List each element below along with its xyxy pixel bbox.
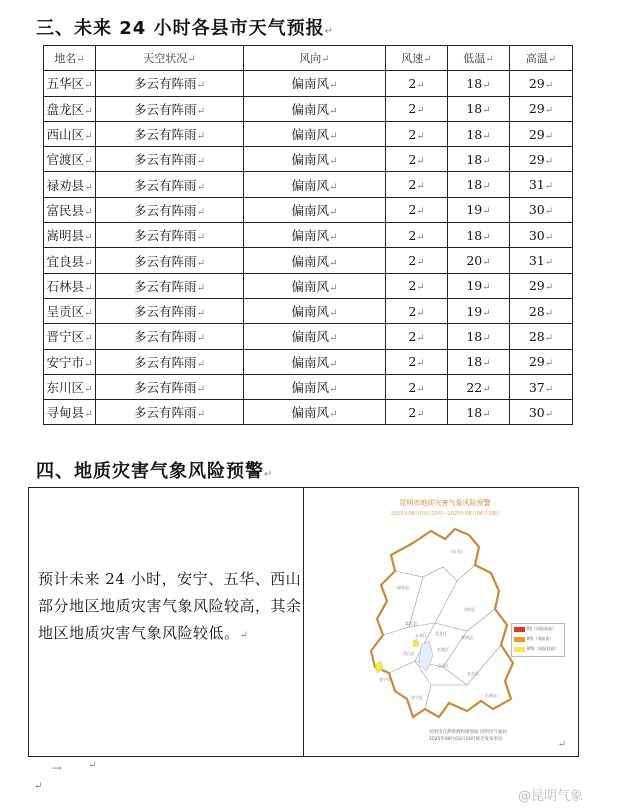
cell-wind-direction: 偏南风↵ [244, 349, 386, 374]
warning-text: 预计未来 24 小时，安宁、五华、西山部分地区地质灾害气象风险较高，其余地区地质灾害气象风险较低。↵ [38, 570, 302, 642]
cell-place: 禄劝县↵ [44, 172, 96, 197]
map-subtitle: 2025年08月03日20时—2025年08月04日20时 [390, 511, 500, 517]
cell-sky: 多云有阵雨↵ [96, 248, 244, 273]
table-row [44, 121, 573, 146]
cell-low-temp: 19↵ [448, 197, 510, 222]
cell-end-mark: ↵ [557, 739, 566, 750]
cell-high-temp: 30↵ [510, 400, 573, 425]
cell-wind-direction: 偏南风↵ [244, 400, 386, 425]
legend-swatch-orange [514, 637, 525, 642]
cell-wind-speed: 2↵ [386, 96, 448, 121]
paragraph-mark: ↵ [34, 781, 43, 792]
cell-low-temp: 18↵ [448, 349, 510, 374]
cell-place: 五华区↵ [44, 71, 96, 96]
cell-wind-direction: 偏南风↵ [244, 273, 386, 298]
header-wind-speed: 风速↵ [386, 46, 448, 71]
cell-high-temp: 29↵ [510, 121, 573, 146]
cell-sky: 多云有阵雨↵ [96, 96, 244, 121]
cell-place: 官渡区↵ [44, 147, 96, 172]
cell-place: 宜良县↵ [44, 248, 96, 273]
tab-arrow-icon: → [52, 761, 63, 775]
cell-sky: 多云有阵雨↵ [96, 197, 244, 222]
map-label: 五华区 [415, 633, 427, 638]
map-label: 官渡区 [437, 647, 449, 652]
cell-wind-speed: 2↵ [386, 71, 448, 96]
cell-wind-speed: 2↵ [386, 223, 448, 248]
cell-high-temp: 30↵ [510, 197, 573, 222]
cell-place: 安宁市↵ [44, 349, 96, 374]
table-row [44, 71, 573, 96]
cell-wind-speed: 2↵ [386, 172, 448, 197]
table-row [44, 223, 573, 248]
cell-high-temp: 31↵ [510, 172, 573, 197]
cell-wind-direction: 偏南风↵ [244, 96, 386, 121]
cell-sky: 多云有阵雨↵ [96, 223, 244, 248]
cell-wind-speed: 2↵ [386, 121, 448, 146]
table-row [44, 248, 573, 273]
table-row [44, 147, 573, 172]
table-row [44, 298, 573, 323]
cell-high-temp: 28↵ [510, 324, 573, 349]
cell-low-temp: 18↵ [448, 147, 510, 172]
forecast-table-body [44, 71, 573, 425]
cell-place: 寻甸县↵ [44, 400, 96, 425]
map-credits: 昆明市自然资源和规划局 昆明市气象局 2025年08月03日16时联合发布单位 [429, 730, 507, 742]
cell-sky: 多云有阵雨↵ [96, 298, 244, 323]
header-low-temp: 低温↵ [448, 46, 510, 71]
cell-high-temp: 37↵ [510, 374, 573, 399]
cell-wind-direction: 偏南风↵ [244, 121, 386, 146]
header-high-temp: 高温↵ [510, 46, 573, 71]
cell-high-temp: 29↵ [510, 147, 573, 172]
legend-swatch-yellow [514, 647, 525, 652]
cell-sky: 多云有阵雨↵ [96, 374, 244, 399]
map-label: 呈贡区 [437, 663, 449, 668]
cell-wind-speed: 2↵ [386, 374, 448, 399]
table-row [44, 324, 573, 349]
cell-low-temp: 18↵ [448, 172, 510, 197]
legend-item: I级（风险很高） [512, 624, 564, 634]
legend-item: III级（风险较高） [512, 644, 564, 654]
cell-sky: 多云有阵雨↵ [96, 121, 244, 146]
table-row [44, 197, 573, 222]
cell-wind-direction: 偏南风↵ [244, 374, 386, 399]
table-row [44, 374, 573, 399]
map-label: 石林县 [485, 693, 497, 698]
cell-high-temp: 29↵ [510, 96, 573, 121]
cell-place: 呈贡区↵ [44, 298, 96, 323]
map-label: 西山区 [403, 651, 415, 656]
cell-wind-direction: 偏南风↵ [244, 71, 386, 96]
legend-swatch-red [514, 627, 525, 632]
cell-place: 晋宁区↵ [44, 324, 96, 349]
header-place: 地名↵ [44, 46, 96, 71]
map-label: 嵩明县 [461, 635, 473, 640]
section-title-forecast: 三、未来 24 小时各县市天气预报↵ [36, 18, 334, 39]
watermark: @昆明气象 [518, 789, 584, 804]
paragraph-mark: ↵ [88, 760, 97, 771]
cell-wind-speed: 2↵ [386, 273, 448, 298]
cell-wind-speed: 2↵ [386, 349, 448, 374]
cell-place: 西山区↵ [44, 121, 96, 146]
cell-sky: 多云有阵雨↵ [96, 400, 244, 425]
cell-sky: 多云有阵雨↵ [96, 147, 244, 172]
cell-low-temp: 18↵ [448, 121, 510, 146]
cell-wind-speed: 2↵ [386, 147, 448, 172]
map-title: 昆明市地质灾害气象风险预警 [399, 499, 491, 507]
cell-low-temp: 18↵ [448, 324, 510, 349]
cell-place: 盘龙区↵ [44, 96, 96, 121]
table-row [44, 273, 573, 298]
cell-low-temp: 18↵ [448, 96, 510, 121]
cell-wind-speed: 2↵ [386, 324, 448, 349]
cell-high-temp: 31↵ [510, 248, 573, 273]
cell-wind-direction: 偏南风↵ [244, 248, 386, 273]
cell-wind-direction: 偏南风↵ [244, 298, 386, 323]
cell-high-temp: 29↵ [510, 349, 573, 374]
legend-item: II级（风险高） [512, 634, 564, 644]
table-row [44, 349, 573, 374]
cell-place: 石林县↵ [44, 273, 96, 298]
map-label: 晋宁区 [411, 695, 423, 700]
cell-place: 嵩明县↵ [44, 223, 96, 248]
cell-high-temp: 29↵ [510, 71, 573, 96]
cell-high-temp: 29↵ [510, 273, 573, 298]
cell-low-temp: 22↵ [448, 374, 510, 399]
cell-place: 东川区↵ [44, 374, 96, 399]
section-title-geohazard: 四、地质灾害气象风险预警↵ [36, 461, 274, 482]
cell-wind-direction: 偏南风↵ [244, 172, 386, 197]
cell-wind-speed: 2↵ [386, 248, 448, 273]
map-label: 寻甸县 [463, 607, 475, 612]
cell-divider [303, 488, 304, 756]
cell-low-temp: 18↵ [448, 223, 510, 248]
map-label: 富民县 [405, 621, 417, 626]
cell-wind-direction: 偏南风↵ [244, 147, 386, 172]
cell-low-temp: 19↵ [448, 273, 510, 298]
map-label: 安宁市 [379, 677, 391, 682]
cell-wind-direction: 偏南风↵ [244, 324, 386, 349]
map-boundary [371, 529, 513, 717]
cell-high-temp: 28↵ [510, 298, 573, 323]
cell-sky: 多云有阵雨↵ [96, 349, 244, 374]
table-row [44, 400, 573, 425]
header-wind-direction: 风向↵ [244, 46, 386, 71]
map-label: 东川区 [451, 549, 463, 554]
cell-wind-direction: 偏南风↵ [244, 223, 386, 248]
cell-sky: 多云有阵雨↵ [96, 71, 244, 96]
table-row [44, 172, 573, 197]
cell-low-temp: 18↵ [448, 400, 510, 425]
cell-wind-speed: 2↵ [386, 400, 448, 425]
map-label: 禄劝县 [397, 585, 409, 590]
cell-high-temp: 30↵ [510, 223, 573, 248]
cell-wind-direction: 偏南风↵ [244, 197, 386, 222]
table-header-row [44, 46, 573, 71]
geohazard-warning-box [28, 487, 579, 757]
cell-place: 富民县↵ [44, 197, 96, 222]
risk-map [317, 495, 573, 753]
cell-low-temp: 19↵ [448, 298, 510, 323]
cell-sky: 多云有阵雨↵ [96, 172, 244, 197]
forecast-table [43, 45, 573, 425]
table-row [44, 96, 573, 121]
cell-wind-speed: 2↵ [386, 197, 448, 222]
cell-low-temp: 20↵ [448, 248, 510, 273]
map-label: 盘龙区 [435, 631, 447, 636]
cell-sky: 多云有阵雨↵ [96, 273, 244, 298]
cell-wind-speed: 2↵ [386, 298, 448, 323]
cell-sky: 多云有阵雨↵ [96, 324, 244, 349]
map-legend [511, 623, 565, 657]
map-label: 宜良县 [467, 671, 479, 676]
cell-low-temp: 18↵ [448, 71, 510, 96]
header-sky: 天空状况↵ [96, 46, 244, 71]
